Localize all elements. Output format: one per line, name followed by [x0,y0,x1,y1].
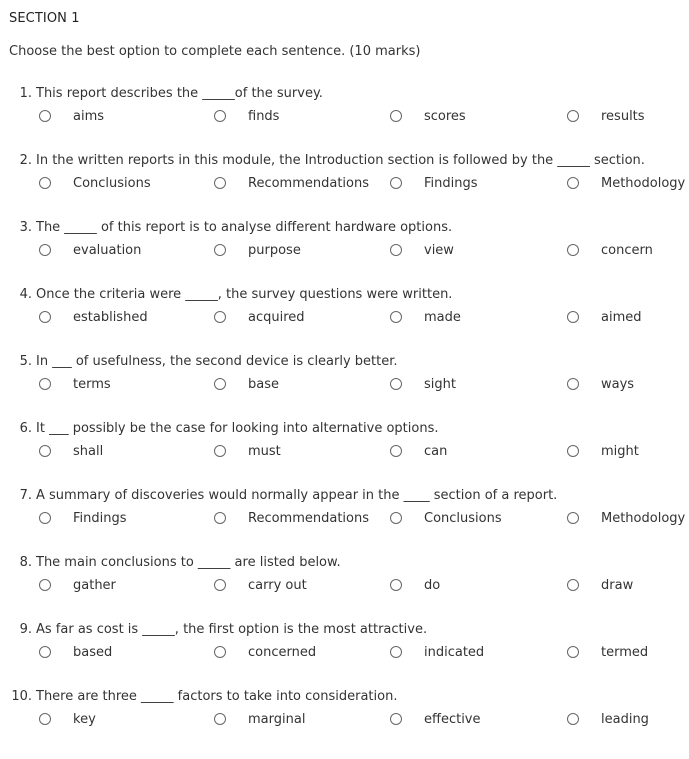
question-text [0,219,452,237]
section-title: SECTION 1 [9,11,80,26]
option-6-3[interactable] [390,442,447,460]
question-text [0,353,398,371]
radio-button[interactable] [567,177,579,189]
question-number: 4. [19,287,32,302]
option-3-2[interactable] [214,241,301,259]
radio-button[interactable] [39,311,51,323]
radio-button[interactable] [39,445,51,457]
question-sentence: A summary of discoveries would normally appear in the ____ section of a report. [36,488,558,503]
option-2-2[interactable] [214,174,369,192]
option-label: do [424,577,441,593]
question-text [0,85,323,103]
radio-button[interactable] [390,110,402,122]
option-label: effective [424,711,481,727]
option-10-3[interactable] [390,710,481,728]
option-label: results [601,108,645,124]
question-10 [0,688,689,755]
radio-button[interactable] [214,378,226,390]
radio-button[interactable] [567,579,579,591]
option-label: acquired [248,309,305,325]
option-label: based [73,644,113,660]
radio-button[interactable] [390,713,402,725]
radio-button[interactable] [390,512,402,524]
option-label: concern [601,242,653,258]
option-3-1[interactable] [39,241,141,259]
option-7-2[interactable] [214,509,369,527]
question-sentence: The _____ of this report is to analyse different hardware options. [36,220,453,235]
option-label: Findings [73,510,127,526]
option-label: ways [601,376,635,392]
option-label: sight [424,376,456,392]
question-number: 8. [19,555,32,570]
radio-button[interactable] [39,646,51,658]
option-8-1[interactable] [39,576,116,594]
question-text [0,554,341,572]
option-label: Conclusions [73,175,151,191]
radio-button[interactable] [390,311,402,323]
option-label: terms [73,376,111,392]
radio-button[interactable] [214,579,226,591]
option-label: Methodology [601,510,686,526]
radio-button[interactable] [390,244,402,256]
radio-button[interactable] [567,311,579,323]
option-4-3[interactable] [390,308,461,326]
question-sentence: In ___ of usefulness, the second device is clearly better. [36,354,398,369]
option-2-4[interactable] [567,174,685,192]
radio-button[interactable] [214,445,226,457]
option-label: purpose [248,242,301,258]
instructions: Choose the best option to complete each sentence. (10 marks) [9,44,421,59]
question-1 [0,85,689,152]
radio-button[interactable] [214,512,226,524]
option-9-2[interactable] [214,643,316,661]
radio-button[interactable] [390,579,402,591]
question-6 [0,420,689,487]
question-number: 2. [19,153,32,168]
option-label: Recommendations [248,510,370,526]
option-1-1[interactable] [39,107,104,125]
option-7-1[interactable] [39,509,127,527]
option-7-4[interactable] [567,509,685,527]
question-text [0,621,427,639]
option-10-4[interactable] [567,710,649,728]
question-9 [0,621,689,688]
option-label: Conclusions [424,510,502,526]
question-2 [0,152,689,219]
option-6-4[interactable] [567,442,639,460]
option-label: marginal [248,711,306,727]
option-label: indicated [424,644,485,660]
option-2-3[interactable] [390,174,478,192]
radio-button[interactable] [39,512,51,524]
option-3-4[interactable] [567,241,653,259]
option-4-4[interactable] [567,308,642,326]
radio-button[interactable] [567,378,579,390]
question-sentence: In the written reports in this module, the Introduction section is followed by the _____ section. [36,153,645,168]
radio-button[interactable] [567,646,579,658]
option-4-1[interactable] [39,308,148,326]
question-number: 6. [19,421,32,436]
option-1-2[interactable] [214,107,279,125]
question-sentence: This report describes the _____of the survey. [36,86,323,101]
option-5-1[interactable] [39,375,111,393]
question-7 [0,487,689,554]
option-5-4[interactable] [567,375,634,393]
question-3 [0,219,689,286]
radio-button[interactable] [567,110,579,122]
option-label: carry out [248,577,307,593]
option-label: must [248,443,281,459]
option-label: can [424,443,448,459]
radio-button[interactable] [567,713,579,725]
radio-button[interactable] [214,646,226,658]
option-5-2[interactable] [214,375,279,393]
question-number: 10. [11,689,32,704]
option-label: termed [601,644,649,660]
radio-button[interactable] [390,646,402,658]
radio-button[interactable] [39,378,51,390]
option-label: evaluation [73,242,142,258]
option-10-1[interactable] [39,710,96,728]
option-6-2[interactable] [214,442,281,460]
option-4-2[interactable] [214,308,305,326]
question-text [0,152,645,170]
option-label: Recommendations [248,175,370,191]
question-text [0,286,452,304]
radio-button[interactable] [214,311,226,323]
question-number: 1. [19,86,32,101]
option-1-4[interactable] [567,107,645,125]
option-label: view [424,242,454,258]
radio-button[interactable] [214,110,226,122]
question-number: 3. [19,220,32,235]
option-8-3[interactable] [390,576,440,594]
radio-button[interactable] [39,110,51,122]
option-label: Findings [424,175,478,191]
option-2-1[interactable] [39,174,151,192]
radio-button[interactable] [214,177,226,189]
option-8-4[interactable] [567,576,633,594]
option-label: key [73,711,96,727]
radio-button[interactable] [567,244,579,256]
question-number: 5. [19,354,32,369]
option-label: aims [73,108,105,124]
option-label: shall [73,443,104,459]
option-5-3[interactable] [390,375,456,393]
option-9-1[interactable] [39,643,112,661]
radio-button[interactable] [390,177,402,189]
question-sentence: There are three _____ factors to take into consideration. [36,689,398,704]
option-label: might [601,443,639,459]
radio-button[interactable] [214,713,226,725]
radio-button[interactable] [39,713,51,725]
option-6-1[interactable] [39,442,103,460]
radio-button[interactable] [39,177,51,189]
option-label: aimed [601,309,642,325]
radio-button[interactable] [567,445,579,457]
option-label: leading [601,711,649,727]
question-text [0,487,557,505]
question-4 [0,286,689,353]
option-label: scores [424,108,466,124]
question-8 [0,554,689,621]
option-10-2[interactable] [214,710,305,728]
radio-button[interactable] [39,579,51,591]
option-3-3[interactable] [390,241,454,259]
radio-button[interactable] [390,445,402,457]
option-7-3[interactable] [390,509,502,527]
question-sentence: The main conclusions to _____ are listed below. [36,555,341,570]
question-sentence: It ___ possibly be the case for looking into alternative options. [36,421,439,436]
question-number: 9. [19,622,32,637]
question-5 [0,353,689,420]
option-9-3[interactable] [390,643,484,661]
radio-button[interactable] [390,378,402,390]
question-text [0,420,438,438]
radio-button[interactable] [567,512,579,524]
option-label: gather [73,577,116,593]
option-label: base [248,376,279,392]
option-9-4[interactable] [567,643,648,661]
option-label: made [424,309,461,325]
option-8-2[interactable] [214,576,307,594]
option-1-3[interactable] [390,107,466,125]
option-label: draw [601,577,634,593]
option-label: established [73,309,148,325]
radio-button[interactable] [214,244,226,256]
question-text [0,688,397,706]
question-sentence: Once the criteria were _____, the survey questions were written. [36,287,453,302]
option-label: concerned [248,644,317,660]
option-label: finds [248,108,280,124]
option-label: Methodology [601,175,686,191]
radio-button[interactable] [39,244,51,256]
question-sentence: As far as cost is _____, the first option is the most attractive. [36,622,428,637]
question-number: 7. [19,488,32,503]
